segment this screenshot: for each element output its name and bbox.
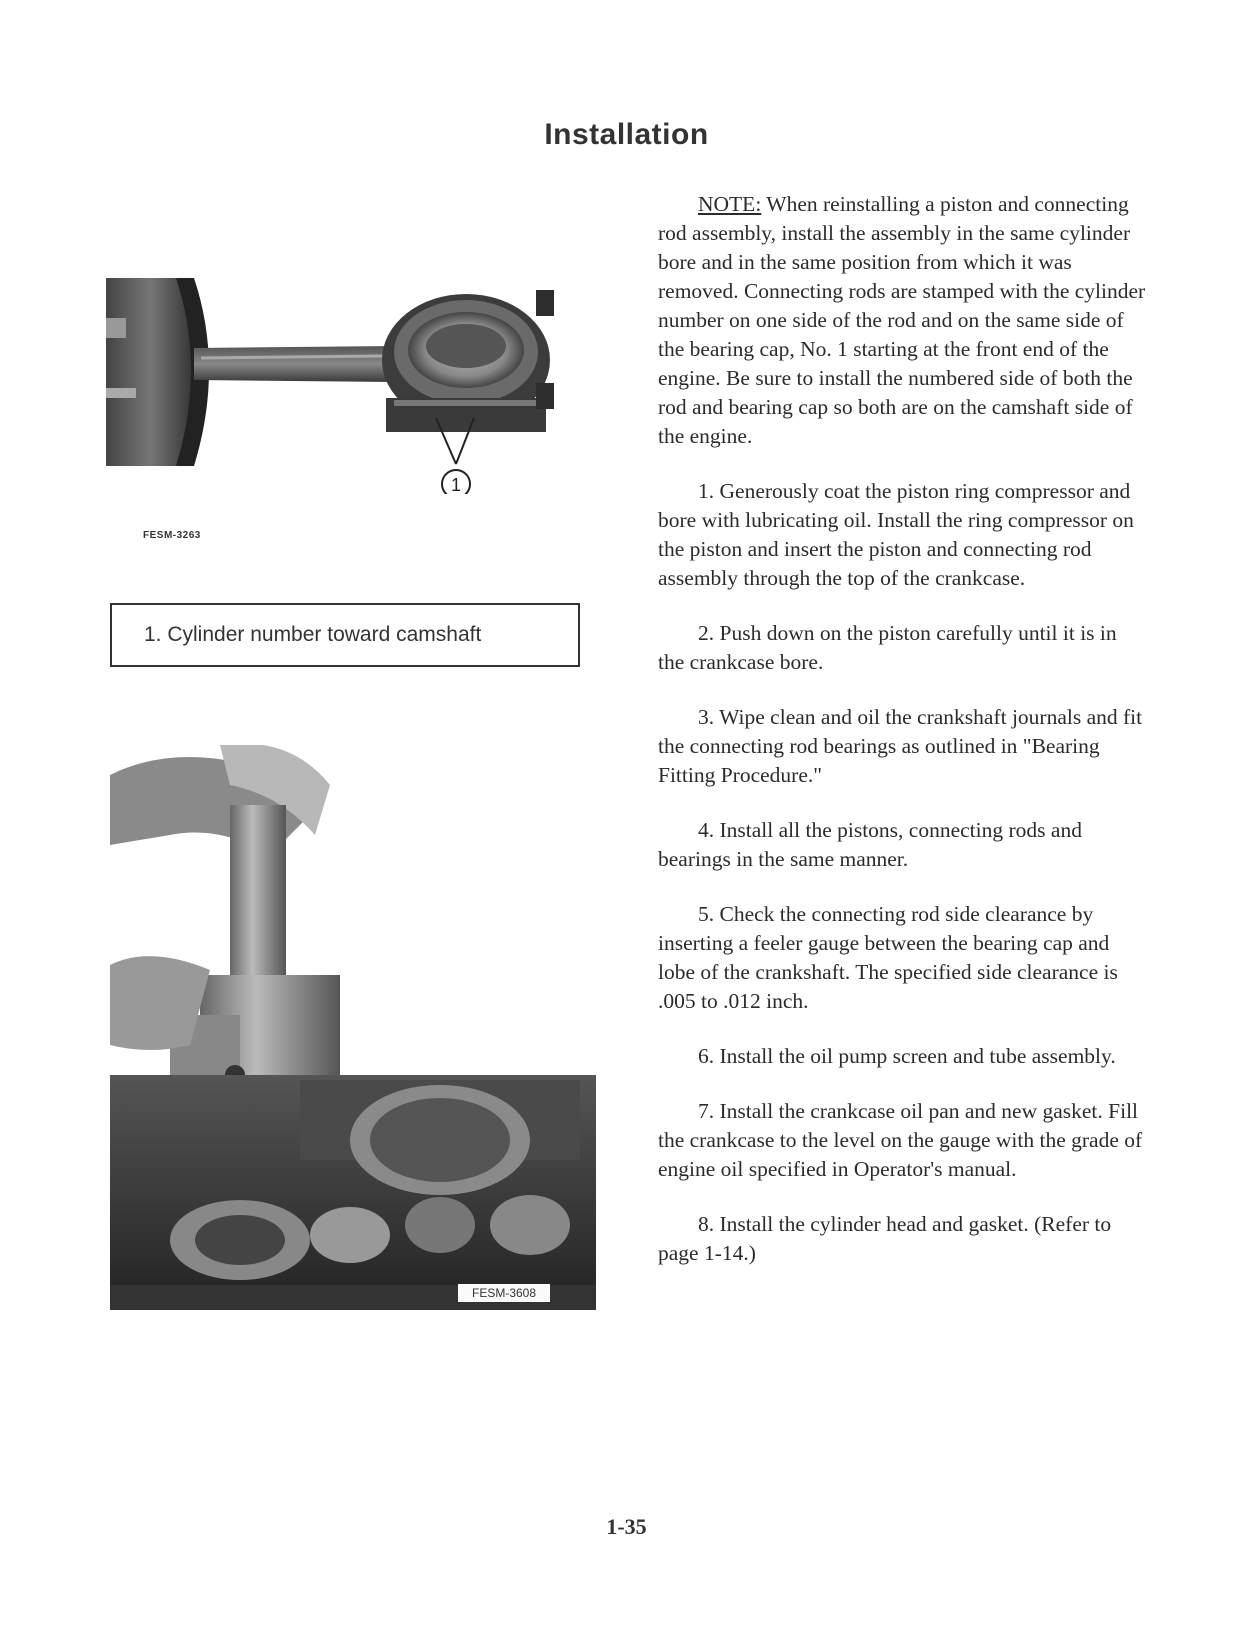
step-text: 7. Install the crankcase oil pan and new gasket. Fill the crankcase to the level on the gauge with the grade of engine oil specified in Operator's manual. [658,1099,1143,1181]
step-text: 3. Wipe clean and oil the crankshaft journals and fit the connecting rod bearings as outlined in "Bearing Fitting Procedure." [658,705,1143,787]
figure-code: FESM-3263 [143,530,201,541]
callout-number: 1 [450,475,462,494]
step-2 [658,619,1148,677]
instructions-column [658,190,1148,1294]
step-text: 6. Install the oil pump screen and tube assembly. [698,1044,1116,1068]
step-text: 2. Push down on the piston carefully until it is in the crankcase bore. [658,621,1117,674]
step-text: 4. Install all the pistons, connecting rods and bearings in the same manner. [658,818,1082,871]
step-text: 5. Check the connecting rod side clearance by inserting a feeler gauge between the bearing cap and lobe of the crankshaft. The specified side clearance is .005 to .012 inch. [658,902,1118,1013]
connecting-rod-photo [106,278,586,494]
step-8 [658,1210,1148,1268]
page-title: Installation [544,118,709,151]
step-6 [658,1042,1148,1071]
figure-caption: 1. Cylinder number toward camshaft [110,603,580,667]
note-text: When reinstalling a piston and connecting rod assembly, install the assembly in the same cylinder bore and in the same position from which it was removed. Connecting rods are stamped with the cylinder number on one side of the rod and on the same side of the bearing cap, No. 1 starting at the front end of the engine. Be sure to install the numbered side of both the rod and bearing cap so both are on the camshaft side of the engine. [658,192,1146,448]
step-3 [658,703,1148,790]
page-number: 1-35 [606,1514,647,1539]
note-paragraph [658,190,1148,451]
ring-compressor-photo [110,745,596,1310]
step-5 [658,900,1148,1016]
step-text: 1. Generously coat the piston ring compressor and bore with lubricating oil. Install the ring compressor on the piston and insert the piston and connecting rod assembly through the top of the crankcase. [658,479,1134,590]
step-text: 8. Install the cylinder head and gasket. (Refer to page 1-14.) [658,1212,1112,1265]
step-4 [658,816,1148,874]
step-1 [658,477,1148,593]
figure-code: FESM-3608 [458,1284,550,1302]
step-7 [658,1097,1148,1184]
note-label: NOTE: [698,192,762,216]
